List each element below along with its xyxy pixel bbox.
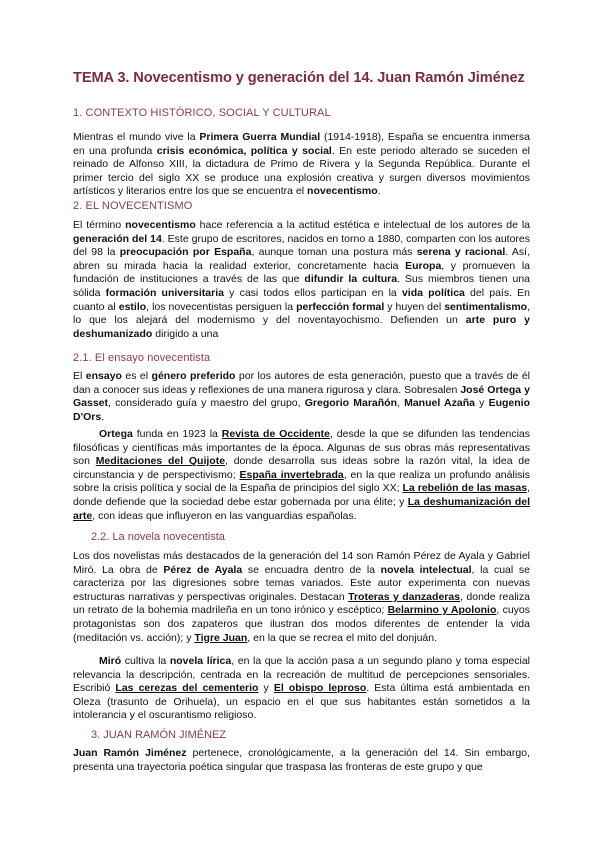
section-heading-ensayo: 2.1. El ensayo novecentista — [73, 352, 211, 364]
paragraph-novela-ayala: Los dos novelistas más destacados de la generación del 14 son Ramón Pérez de Ayala y Gabriel Miró. La obra de Pérez de Ayala se encuadra dentro de la novela intelectual, la cual se caracteriza por las digresiones sobre temas variados. Este autor experimenta con nuevas estructuras narrativas y perspectivas originales. Destacan Troteras y danzaderas, donde realiza un retrato de la bohemia madrileña en un tono irónico y escéptico; Belarmino y Apolonio, cuyos protagonistas son dos zapateros que ilustran dos modos diferentes de entender la vida (meditación vs. acción); y Tigre Juan, en la que se recrea el mito del donjuán. — [73, 550, 530, 644]
paragraph-novecentismo: El término novecentismo hace referencia a la actitud estética e intelectual de los autores de la generación del 14. Este grupo de escritores, nacidos en torno a 1880, comparten con los autores del 98 la preocupación por España, aunque toman una postura más serena y racional. Así, abren su mirada hacia la realidad exterior, concretamente hacia Europa, y promueven la fundación de instituciones a través de las que difundir la cultura. Sus miembros tienen una sólida formación universitaria y casi todos ellos participan en la vida política del país. En cuanto al estilo, los novecentistas persiguen la perfección formal y huyen del sentimentalismo, lo que los alejará del modernismo y del noventayochismo. Defienden un arte puro y deshumanizado dirigido a una — [73, 219, 531, 340]
paragraph-juan-ramon: Juan Ramón Jiménez pertenece, cronológicamente, a la generación del 14. Sin embargo, presenta una trayectoria poética singular que traspasa las fronteras de este grupo y que — [73, 747, 530, 773]
paragraph-novela-miro: Miró cultiva la novela lírica, en la que la acción pasa a un segundo plano y toma especial relevancia la descripción, centrada en la recreación de multitud de percepciones sensoriales. Escribió Las cerezas del cementerio y El obispo leproso. Esta última está ambientada en Oleza (trasunto de Orihuela), un espacio en el que sus habitantes están sometidos a la intolerancia y el oscurantismo religioso. — [73, 655, 531, 722]
paragraph-context: Mientras el mundo vive la Primera Guerra Mundial (1914-1918), España se encuentra inmersa en una profunda crisis económica, política y social. En este periodo alterado se suceden el reinado de Alfonso XIII, la dictadura de Primo de Rivera y la Segunda República. Durante el primer tercio del siglo XX se produce una explosión creativa y surgen diversos movimientos artísticos y literarios entre los que se encuentra el novecentismo. — [73, 131, 530, 198]
section-heading-novela: 2.2. La novela novecentista — [91, 531, 225, 543]
section-heading-novecentismo: 2. EL NOVECENTISMO — [73, 200, 193, 212]
section-heading-context: 1. CONTEXTO HISTÓRICO, SOCIAL Y CULTURAL — [73, 107, 331, 119]
document-title: TEMA 3. Novecentismo y generación del 14. Juan Ramón Jiménez — [73, 70, 525, 86]
paragraph-ensayo-1: El ensayo es el género preferido por los autores de esta generación, puesto que a través de él dan a conocer sus ideas y reflexiones de una manera rigurosa y clara. Sobresalen José Ortega y Gasset, considerado guía y maestro del grupo, Gregorio Marañón, Manuel Azaña y Eugenio D'Ors. — [73, 370, 531, 423]
section-heading-juan-ramon: 3. JUAN RAMÓN JIMÉNEZ — [91, 729, 227, 741]
paragraph-ensayo-ortega: Ortega funda en 1923 la Revista de Occidente, desde la que se difunden las tendencias filosóficas y científicas más importantes de la época. Algunas de sus obras más representativas son Meditaciones del Quijote, donde desarrolla sus ideas sobre la razón vital, la idea de circunstancia y de perspectivismo; España invertebrada, en la que realiza un profundo análisis sobre la crisis política y social de la España de principios del siglo XX; La rebelión de las masas, donde defiende que la sociedad debe estar gobernada por una élite; y La deshumanización del arte, con ideas que influyeron en las vanguardias españolas. — [73, 428, 531, 522]
